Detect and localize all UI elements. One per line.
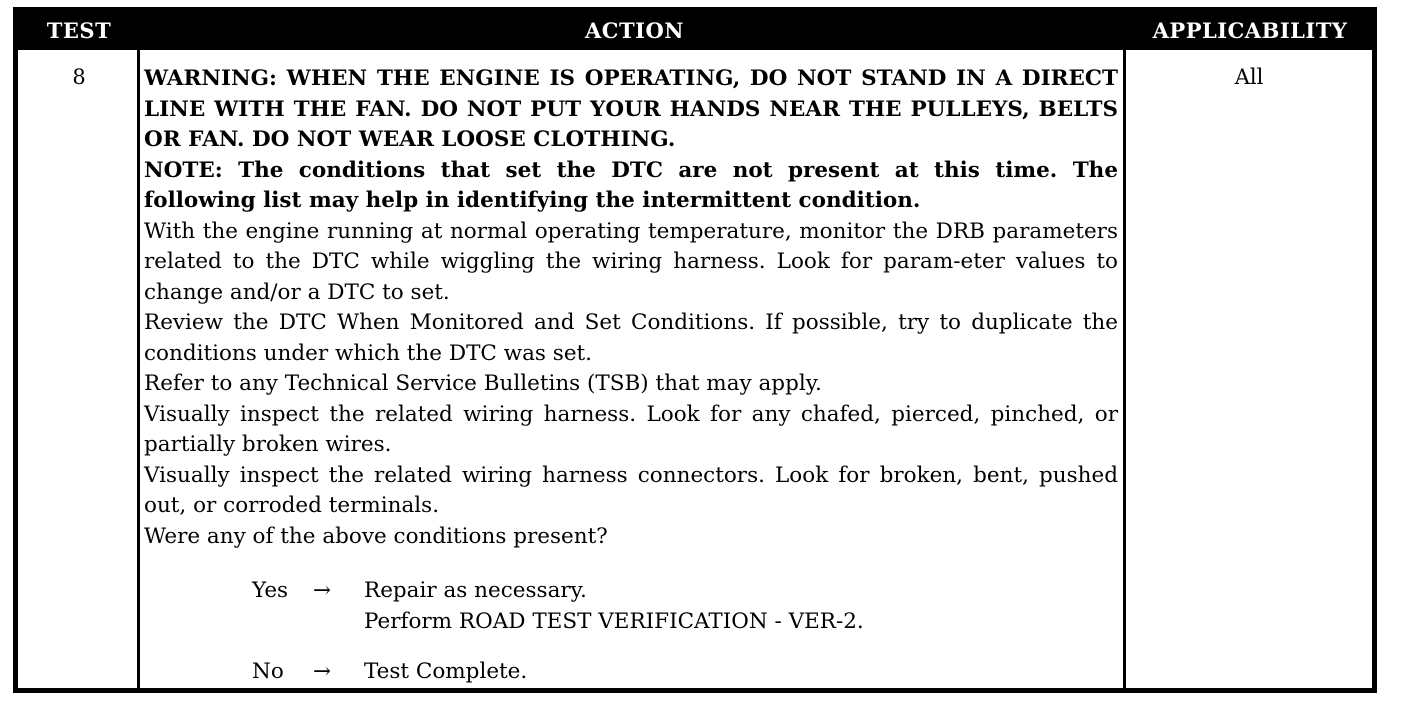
right-arrow-icon: →: [313, 659, 332, 684]
column-divider: [137, 50, 140, 693]
yes-action-line: Repair as necessary.: [364, 578, 587, 603]
warning-text: WARNING: WHEN THE ENGINE IS OPERATING, DO NOT STAND IN A DIRECT LINE WITH THE FAN. DO NOT PUT YOUR HANDS NEAR THE PULLEYS, BELTS OR FAN. DO NOT WEAR LOOSE CLOTHING.: [144, 66, 1118, 152]
no-label: No: [252, 659, 284, 684]
action-cell: [144, 64, 1118, 552]
no-action-line: Test Complete.: [364, 659, 528, 684]
yes-label: Yes: [252, 578, 289, 603]
step-monitor: With the engine running at normal operating temperature, monitor the DRB parameters related to the DTC while wiggling the wiring harness. Look for param-eter values to change and/or a DTC to set.: [144, 218, 1118, 305]
header-applicability: APPLICABILITY: [1152, 18, 1348, 43]
applicability-value: All: [1234, 65, 1264, 89]
right-arrow-icon: →: [313, 578, 332, 603]
step-inspect-connectors: Visually inspect the related wiring harness connectors. Look for broken, bent, pushed out, or corroded terminals.: [144, 462, 1118, 518]
note-text: NOTE: The conditions that set the DTC are not present at this time. The following list may help in identifying the intermittent condition.: [144, 157, 1118, 213]
yes-action-line: Perform ROAD TEST VERIFICATION - VER-2.: [364, 608, 864, 634]
test-number: 8: [72, 65, 86, 89]
table-header: [18, 12, 1372, 50]
question-text: Were any of the above conditions present?: [144, 523, 608, 549]
step-tsb: Refer to any Technical Service Bulletins (TSB) that may apply.: [144, 371, 822, 396]
column-divider: [1123, 50, 1126, 693]
header-test: TEST: [46, 18, 112, 43]
yes-action: [364, 576, 864, 637]
header-action: ACTION: [585, 18, 684, 43]
step-inspect-harness: Visually inspect the related wiring harness. Look for any chafed, pierced, pinched, or partially broken wires.: [144, 401, 1118, 457]
no-action: [364, 657, 527, 688]
diagnostic-table: [13, 7, 1377, 693]
step-review: Review the DTC When Monitored and Set Conditions. If possible, try to duplicate the conditions under which the DTC was set.: [144, 310, 1118, 366]
